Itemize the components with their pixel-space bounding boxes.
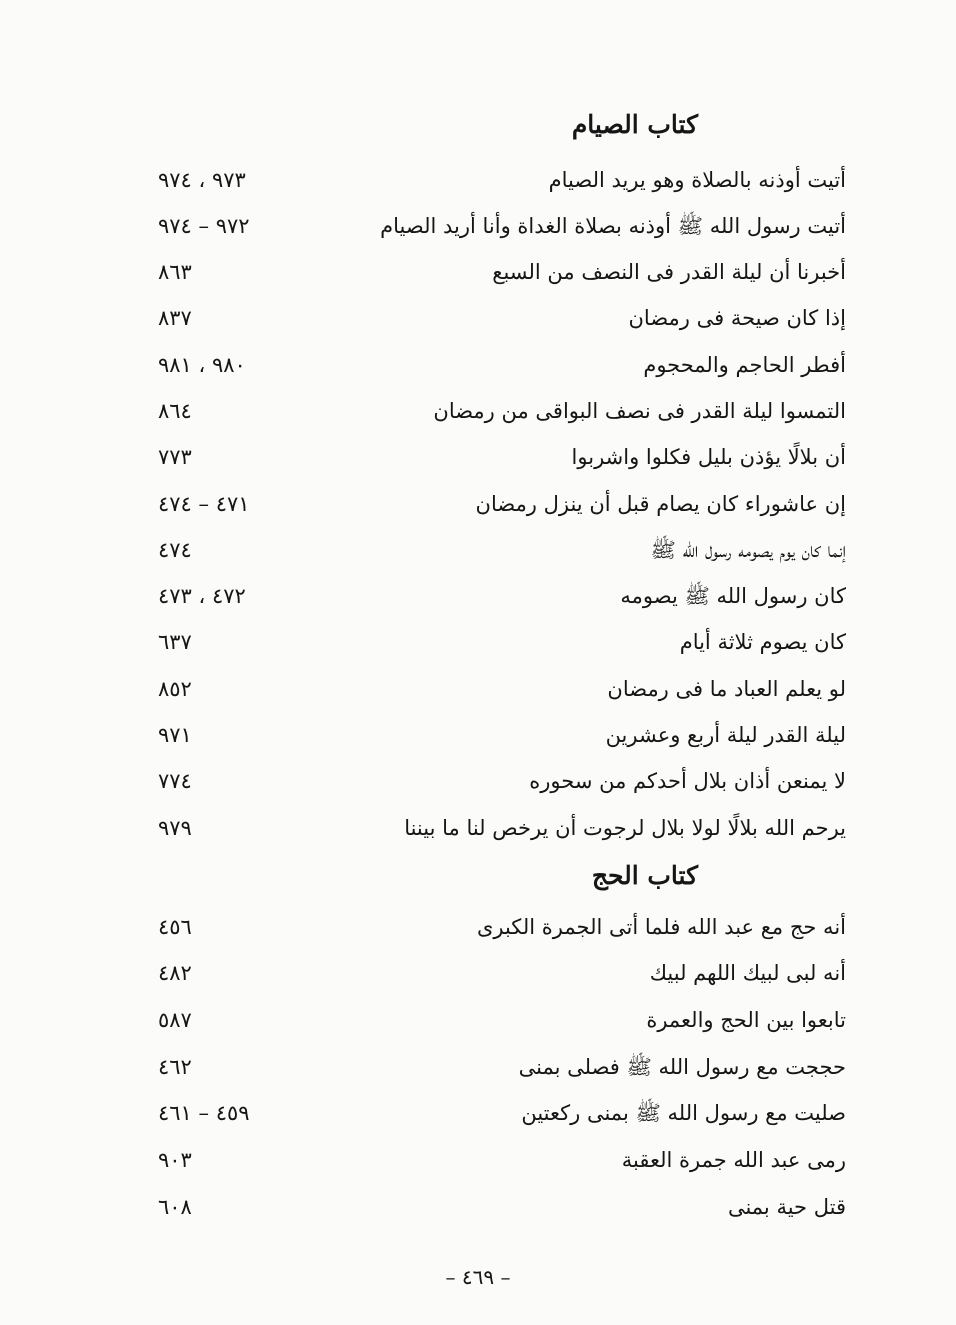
entry-refs: ٧٧٤ (158, 769, 192, 793)
index-entry (0, 1192, 956, 1238)
index-entry (0, 958, 956, 1004)
index-entry (0, 766, 956, 812)
entry-text: أن بلالًا يؤذن بليل فكلوا واشربوا (571, 445, 846, 469)
entry-text: تابعوا بين الحج والعمرة (646, 1008, 846, 1032)
section-title-fasting: كتاب الصيام (571, 110, 698, 139)
page-number: – ٤٦٩ – (445, 1265, 511, 1289)
entry-refs: ٨٦٤ (158, 399, 192, 423)
entry-refs: ٤٥٩ – ٤٦١ (158, 1101, 250, 1125)
entry-refs: ٩٧٣ ، ٩٧٤ (158, 168, 246, 192)
section-title-pilgrimage: كتاب الحج (591, 861, 698, 890)
entry-text: أتيت أوذنه بالصلاة وهو يريد الصيام (548, 168, 846, 192)
entry-refs: ٤٧١ – ٤٧٤ (158, 492, 250, 516)
entry-refs: ٤٧٤ (158, 538, 192, 562)
index-entry (0, 912, 956, 958)
index-entry (0, 350, 956, 396)
entry-text: التمسوا ليلة القدر فى نصف البواقى من رمضان (433, 399, 846, 423)
entry-refs: ٥٨٧ (158, 1008, 192, 1032)
entry-text: كان يصوم ثلاثة أيام (679, 630, 846, 654)
entry-text: أنه لبى لبيك اللهم لبيك (649, 961, 846, 985)
entry-text: كان رسول الله ﷺ يصومه (620, 584, 846, 608)
index-entry (0, 720, 956, 766)
entry-text: أتيت رسول الله ﷺ أوذنه بصلاة الغداة وأنا أريد الصيام (380, 214, 846, 238)
entry-refs: ٨٦٣ (158, 260, 192, 284)
index-entry (0, 581, 956, 627)
entry-text: حججت مع رسول الله ﷺ فصلى بمنى (518, 1055, 846, 1079)
index-entry (0, 257, 956, 303)
entry-refs: ٨٥٢ (158, 677, 192, 701)
index-entry (0, 674, 956, 720)
index-entry (0, 1052, 956, 1098)
index-entry (0, 813, 956, 859)
index-entry (0, 627, 956, 673)
entry-text: إذا كان صيحة فى رمضان (628, 306, 846, 330)
entry-refs: ٩٧٢ – ٩٧٤ (158, 214, 250, 238)
entry-text: أخبرنا أن ليلة القدر فى النصف من السبع (492, 260, 846, 284)
entry-text: إنما كان يوم يصومه رسول الله ﷺ (650, 538, 846, 562)
entry-text: أنه حج مع عبد الله فلما أتى الجمرة الكبرى (476, 915, 846, 939)
entry-refs: ٤٨٢ (158, 961, 192, 985)
entry-refs: ٦٣٧ (158, 630, 192, 654)
index-entry (0, 535, 956, 581)
entry-refs: ٩٧٩ (158, 816, 192, 840)
index-entry (0, 442, 956, 488)
entry-text: ليلة القدر ليلة أربع وعشرين (605, 723, 846, 747)
index-entry (0, 303, 956, 349)
entry-refs: ٩٠٣ (158, 1148, 192, 1172)
entry-refs: ٤٧٢ ، ٤٧٣ (158, 584, 246, 608)
entry-text: إن عاشوراء كان يصام قبل أن ينزل رمضان (475, 492, 846, 516)
entry-text: لو يعلم العباد ما فى رمضان (607, 677, 846, 701)
entry-text: صليت مع رسول الله ﷺ بمنى ركعتين (521, 1101, 846, 1125)
index-entry (0, 1145, 956, 1191)
index-entry (0, 211, 956, 257)
entry-refs: ٦٠٨ (158, 1195, 192, 1219)
index-entry (0, 396, 956, 442)
entry-refs: ٨٣٧ (158, 306, 192, 330)
entry-text: يرحم الله بلالًا لولا بلال لرجوت أن يرخص لنا ما بيننا (404, 816, 846, 840)
entry-refs: ٤٥٦ (158, 915, 192, 939)
index-entry (0, 489, 956, 535)
index-entry (0, 1005, 956, 1051)
entry-refs: ٩٨٠ ، ٩٨١ (158, 353, 246, 377)
entry-text: أفطر الحاجم والمحجوم (643, 353, 846, 377)
index-entry (0, 1098, 956, 1144)
index-entry (0, 165, 956, 211)
entry-refs: ٩٧١ (158, 723, 192, 747)
entry-text: رمى عبد الله جمرة العقبة (621, 1148, 846, 1172)
entry-text: قتل حية بمنى (727, 1195, 846, 1219)
entry-refs: ٤٦٢ (158, 1055, 192, 1079)
entry-text: لا يمنعن أذان بلال أحدكم من سحوره (529, 769, 846, 793)
entry-refs: ٧٧٣ (158, 445, 192, 469)
